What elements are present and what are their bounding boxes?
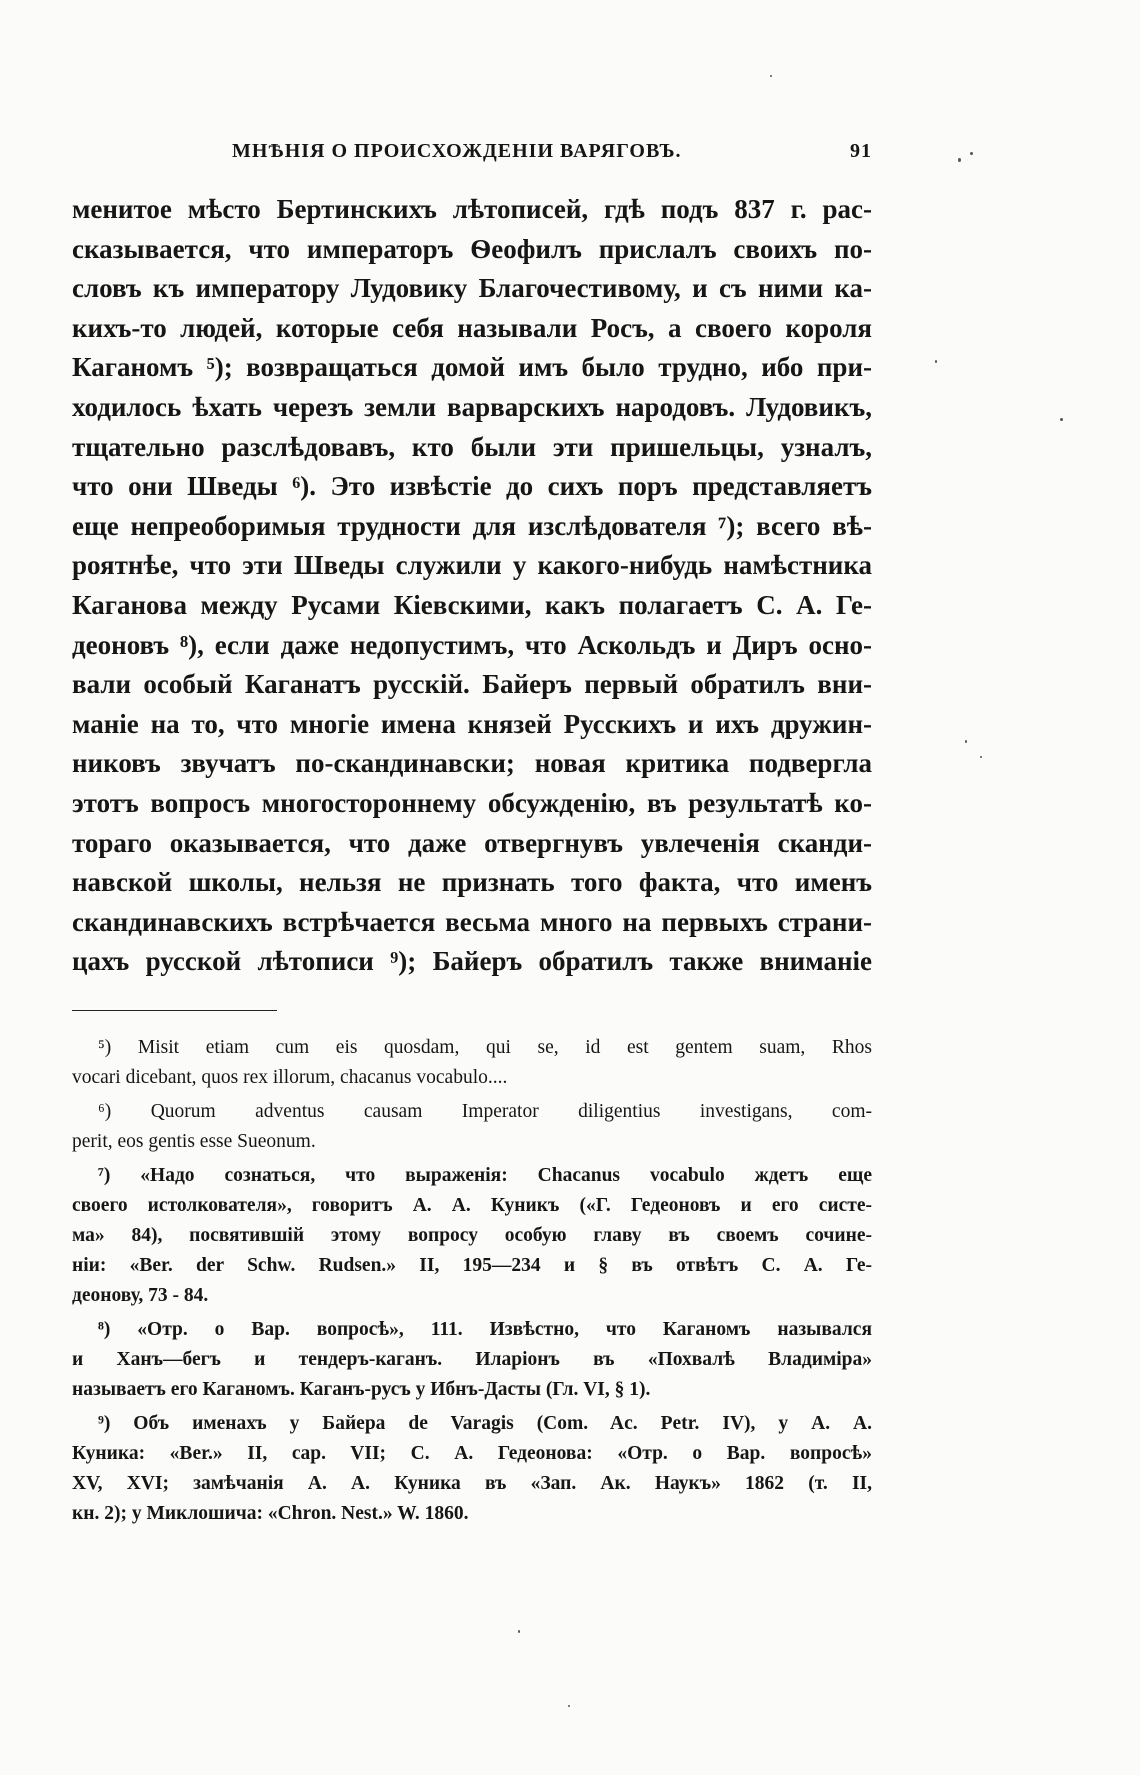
text-line: роятнѣе, что эти Шведы служили у какого-нибудь намѣстника — [72, 550, 872, 581]
footnote-8 — [72, 1315, 872, 1405]
footnote-6 — [72, 1097, 872, 1157]
footnote-line: vocari dicebant, quos rex illorum, chacanus vocabulo.... — [72, 1066, 508, 1088]
scan-speck — [958, 158, 961, 162]
footnote-line: Куника: «Ber.» II, cap. VII; С. А. Гедеонова: «Отр. о Вар. вопросѣ» — [72, 1442, 872, 1464]
scan-speck — [980, 756, 982, 758]
page-header — [72, 140, 872, 172]
text-line: никовъ звучатъ по-скандинавски; новая критика подвергла — [72, 748, 872, 779]
text-line: еще непреоборимыя трудности для изслѣдователя ⁷); всего вѣ- — [72, 510, 872, 541]
scan-speck — [518, 1630, 520, 1633]
page-number: 91 — [850, 140, 872, 162]
text-line: цахъ русской лѣтописи ⁹); Байеръ обратилъ также вниманіе — [72, 946, 872, 977]
text-line: скандинавскихъ встрѣчается весьма много на первыхъ страни- — [72, 906, 872, 937]
text-line: навской школы, нельзя не признать того факта, что именъ — [72, 867, 872, 898]
footnotes — [72, 1033, 872, 1529]
footnote-line: ⁸) «Отр. о Вар. вопросѣ», 111. Извѣстно, что Каганомъ назывался — [98, 1318, 872, 1340]
footnote-line: ма» 84), посвятившій этому вопросу особую главу въ своемъ сочине- — [72, 1224, 872, 1246]
text-line: сказывается, что императоръ Ѳеофилъ прислалъ своихъ по- — [72, 233, 872, 264]
footnote-line: своего истолкователя», говоритъ А. А. Куникъ («Г. Гедеоновъ и его систе- — [72, 1194, 872, 1216]
text-line: ходилось ѣхать черезъ земли варварскихъ народовъ. Лудовикъ, — [72, 391, 872, 422]
footnote-line: и Ханъ—бегъ и тендеръ-каганъ. Иларіонъ въ «Похвалѣ Владиміра» — [72, 1348, 872, 1370]
footnote-line: называетъ его Каганомъ. Каганъ-русъ у Ибнъ-Дасты (Гл. VI, § 1). — [72, 1378, 651, 1400]
text-line: тщательно разслѣдовавъ, кто были эти пришельцы, узналъ, — [72, 431, 872, 462]
text-line: деоновъ ⁸), если даже недопустимъ, что Аскольдъ и Диръ осно- — [72, 629, 872, 660]
text-line: словъ къ императору Лудовику Благочестивому, и съ ними ка- — [72, 273, 872, 304]
scan-speck — [568, 1705, 570, 1707]
footnote-line: деонову, 73 - 84. — [72, 1284, 209, 1306]
text-line: менитое мѣсто Бертинскихъ лѣтописей, гдѣ подъ 837 г. рас- — [72, 194, 872, 224]
footnote-line: XV, XVI; замѣчанія А. А. Куника въ «Зап. Ак. Наукъ» 1862 (т. II, — [72, 1472, 872, 1494]
footnote-9 — [72, 1409, 872, 1529]
text-line: вали особый Каганатъ русскій. Байеръ первый обратилъ вни- — [72, 669, 872, 700]
footnote-7 — [72, 1161, 872, 1311]
text-line: этотъ вопросъ многостороннему обсужденію, въ результатѣ ко- — [72, 787, 872, 818]
footnote-line: ⁷) «Надо сознаться, что выраженія: Chacanus vocabulo ждетъ еще — [98, 1164, 872, 1186]
text-line: маніе на то, что многіе имена князей Русскихъ и ихъ дружин- — [72, 708, 872, 739]
footnote-line: ⁶) Quorum adventus causam Imperator diligentius investigans, com- — [98, 1100, 872, 1122]
footnote-line: perit, eos gentis esse Sueonum. — [72, 1130, 316, 1152]
text-line: Каганомъ ⁵); возвращаться домой имъ было трудно, ибо при- — [72, 352, 872, 383]
footnote-line: ⁹) Объ именахъ у Байера de Varagis (Com. Ac. Petr. IV), у А. А. — [98, 1412, 872, 1434]
footnote-5 — [72, 1033, 872, 1093]
footnote-divider — [72, 1010, 277, 1011]
scan-speck — [1060, 418, 1063, 421]
scan-speck — [935, 360, 937, 363]
scan-speck — [970, 152, 973, 155]
text-line: тораго оказывается, что даже отвергнувъ увлеченія сканди- — [72, 827, 872, 858]
scan-speck — [770, 75, 772, 77]
footnote-line: ніи: «Ber. der Schw. Rudsen.» II, 195—234 и § въ отвѣтъ С. А. Ге- — [72, 1254, 872, 1276]
main-text — [72, 190, 872, 982]
footnote-line: ⁵) Misit etiam cum eis quosdam, qui se, id est gentem suam, Rhos — [98, 1036, 872, 1058]
text-line: Каганова между Русами Кіевскими, какъ полагаетъ С. А. Ге- — [72, 589, 872, 620]
running-title: МНѢНІЯ О ПРОИСХОЖДЕНІИ ВАРЯГОВЪ. — [232, 140, 682, 162]
footnote-line: кн. 2); у Миклошича: «Chron. Nest.» W. 1860. — [72, 1502, 469, 1524]
book-page — [72, 140, 872, 1533]
scan-speck — [965, 740, 967, 743]
text-line: кихъ-то людей, которые себя называли Росъ, а своего короля — [72, 312, 872, 343]
text-line: что они Шведы ⁶). Это извѣстіе до сихъ поръ представляетъ — [72, 471, 872, 502]
